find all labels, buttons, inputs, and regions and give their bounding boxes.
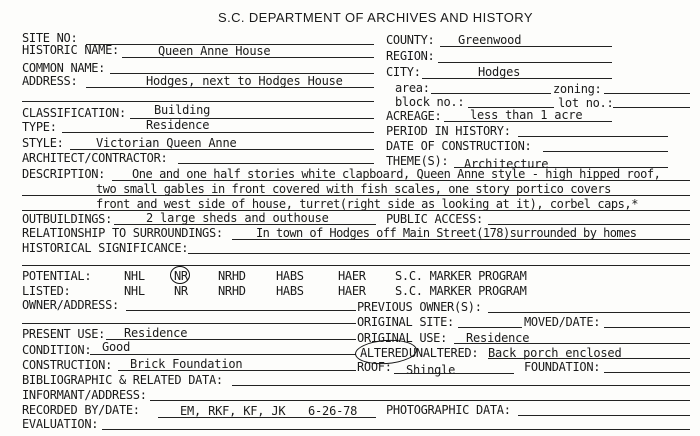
significance-label: HISTORICAL SIGNIFICANCE:: [22, 241, 189, 255]
altered-line: [488, 358, 690, 359]
description-rule-3: [22, 210, 690, 211]
recorded-line: [158, 417, 376, 418]
potential-nr-circle-mark: [170, 266, 190, 284]
listed-option-habs: HABS: [276, 284, 304, 298]
type-label: TYPE:: [22, 120, 57, 134]
area-label: area:: [395, 81, 430, 95]
informant-label: INFORMANT/ADDRESS:: [22, 388, 147, 402]
potential-option-nr: NR: [174, 269, 188, 283]
address-line: [86, 87, 374, 88]
description-line-1: One and one half stories white clapboard, Queen Anne style - high hipped roof,: [132, 167, 661, 181]
foundation-line: [604, 372, 690, 373]
style-value: Victorian Queen Anne: [96, 136, 237, 150]
present-use-label: PRESENT USE:: [22, 327, 106, 341]
potential-option-sc-marker: S.C. MARKER PROGRAM: [395, 269, 527, 283]
potential-option-haer: HAER: [338, 269, 366, 283]
county-label: COUNTY:: [386, 33, 435, 47]
zoning-line: [604, 93, 690, 94]
roof-line: [394, 373, 514, 374]
previous-owner-line: [488, 312, 690, 313]
style-label: STYLE:: [22, 136, 64, 150]
address-value: Hodges, next to Hodges House: [146, 74, 343, 88]
outbuildings-label: OUTBUILDINGS:: [22, 212, 113, 226]
period-label: PERIOD IN HISTORY:: [386, 124, 511, 138]
theme-value: Architecture: [464, 157, 549, 171]
significance-line-2: [22, 265, 690, 266]
original-site-line: [458, 327, 522, 328]
potential-option-habs: HABS: [276, 269, 304, 283]
city-value: Hodges: [478, 65, 521, 79]
date-construction-line: [543, 151, 668, 152]
city-line: [422, 78, 612, 79]
county-line: [440, 46, 612, 47]
acreage-line: [444, 121, 612, 122]
acreage-value: less than 1 acre: [470, 108, 583, 122]
construction-value: Brick Foundation: [130, 357, 243, 371]
potential-label: POTENTIAL:: [22, 269, 92, 283]
outbuildings-line: [114, 224, 376, 225]
county-value: Greenwood: [458, 33, 522, 47]
roof-label: ROOF:: [357, 360, 392, 374]
listed-option-nr: NR: [174, 284, 188, 298]
region-line: [438, 62, 612, 63]
theme-label: THEME(S):: [386, 154, 449, 168]
historic-name-value: Queen Anne House: [158, 44, 271, 58]
previous-owner-label: PREVIOUS OWNER(S):: [357, 300, 482, 314]
description-rule-2: [22, 195, 690, 196]
common-name-label: COMMON NAME:: [22, 61, 106, 75]
public-access-label: PUBLIC ACCESS:: [386, 212, 483, 226]
bibliographic-label: BIBLIOGRAPHIC & RELATED DATA:: [22, 373, 223, 387]
construction-line: [118, 370, 356, 371]
relationship-value: In town of Hodges off Main Street(178)surrounded by homes: [256, 226, 637, 240]
historic-name-line: [122, 57, 374, 58]
classification-label: CLASSIFICATION:: [22, 106, 126, 120]
original-site-label: ORIGINAL SITE:: [357, 315, 454, 329]
classification-value: Building: [154, 103, 211, 117]
address-line-2: [22, 101, 374, 102]
evaluation-label: EVALUATION:: [22, 417, 99, 431]
description-label: DESCRIPTION:: [22, 167, 106, 181]
significance-line: [188, 253, 690, 254]
original-use-label: ORIGINAL USE:: [357, 331, 448, 345]
form-title: S.C. DEPARTMENT OF ARCHIVES AND HISTORY: [218, 10, 533, 25]
lot-no-line: [613, 107, 690, 108]
relationship-label: RELATIONSHIP TO SURROUNDINGS:: [22, 226, 223, 240]
recorded-label: RECORDED BY/DATE:: [22, 403, 140, 417]
region-label: REGION:: [386, 49, 435, 63]
potential-option-nhl: NHL: [124, 269, 145, 283]
owner-line: [126, 310, 356, 311]
zoning-label: zoning:: [553, 82, 602, 96]
altered-label: ALTERED: [360, 346, 409, 360]
type-value: Residence: [146, 118, 210, 132]
listed-label: LISTED:: [22, 284, 71, 298]
owner-line-2: [22, 323, 356, 324]
foundation-label: FOUNDATION:: [524, 360, 601, 374]
public-access-line: [488, 224, 690, 225]
period-line: [518, 136, 668, 137]
area-line: [431, 93, 551, 94]
outbuildings-value: 2 large sheds and outhouse: [146, 211, 329, 225]
city-label: CITY:: [386, 65, 421, 79]
acreage-label: ACREAGE:: [386, 109, 442, 123]
original-use-line: [454, 343, 690, 344]
original-use-value: Residence: [466, 331, 530, 345]
recorded-value: EM, RKF, KF, JK: [180, 404, 286, 418]
address-label: ADDRESS:: [22, 74, 78, 88]
altered-value: Back porch enclosed: [488, 346, 622, 360]
moved-date-line: [604, 327, 690, 328]
unaltered-label: UNALTERED:: [409, 346, 479, 360]
condition-line: [90, 354, 356, 355]
description-line-2: two small gables in front covered with fish scales, one story portico covers: [96, 182, 611, 196]
listed-option-nhl: NHL: [124, 284, 145, 298]
architect-line: [178, 163, 374, 164]
present-use-value: Residence: [124, 326, 188, 340]
block-no-label: block no.:: [395, 95, 465, 109]
bibliographic-line: [232, 385, 690, 386]
style-line: [70, 149, 374, 150]
informant-line: [150, 400, 690, 401]
description-line-3: front and west side of house, turret(right side as looking at it), corbel caps,*: [96, 197, 638, 211]
date-construction-label: DATE OF CONSTRUCTION:: [386, 139, 532, 153]
potential-option-nrhd: NRHD: [218, 269, 246, 283]
type-line: [62, 132, 374, 133]
site-no-label: SITE NO:: [22, 31, 78, 45]
listed-option-nrhd: NRHD: [218, 284, 246, 298]
description-rule-1: [112, 180, 690, 181]
recorded-date: 6-26-78: [308, 404, 358, 418]
moved-date-label: MOVED/DATE:: [524, 315, 601, 329]
historic-name-label: HISTORIC NAME:: [22, 43, 119, 57]
condition-label: CONDITION:: [22, 343, 92, 357]
roof-value: Shingle: [406, 363, 456, 377]
evaluation-line: [102, 429, 690, 430]
photographic-label: PHOTOGRAPHIC DATA:: [386, 403, 511, 417]
present-use-line: [106, 339, 356, 340]
construction-label: CONSTRUCTION:: [22, 358, 113, 372]
lot-no-label: lot no.:: [558, 96, 614, 110]
photographic-line: [518, 415, 690, 416]
owner-label: OWNER/ADDRESS:: [22, 298, 119, 312]
condition-value: Good: [102, 340, 131, 354]
architect-label: ARCHITECT/CONTRACTOR:: [22, 151, 168, 165]
listed-option-haer: HAER: [338, 284, 366, 298]
listed-option-sc-marker: S.C. MARKER PROGRAM: [395, 284, 527, 298]
relationship-line: [232, 239, 690, 240]
